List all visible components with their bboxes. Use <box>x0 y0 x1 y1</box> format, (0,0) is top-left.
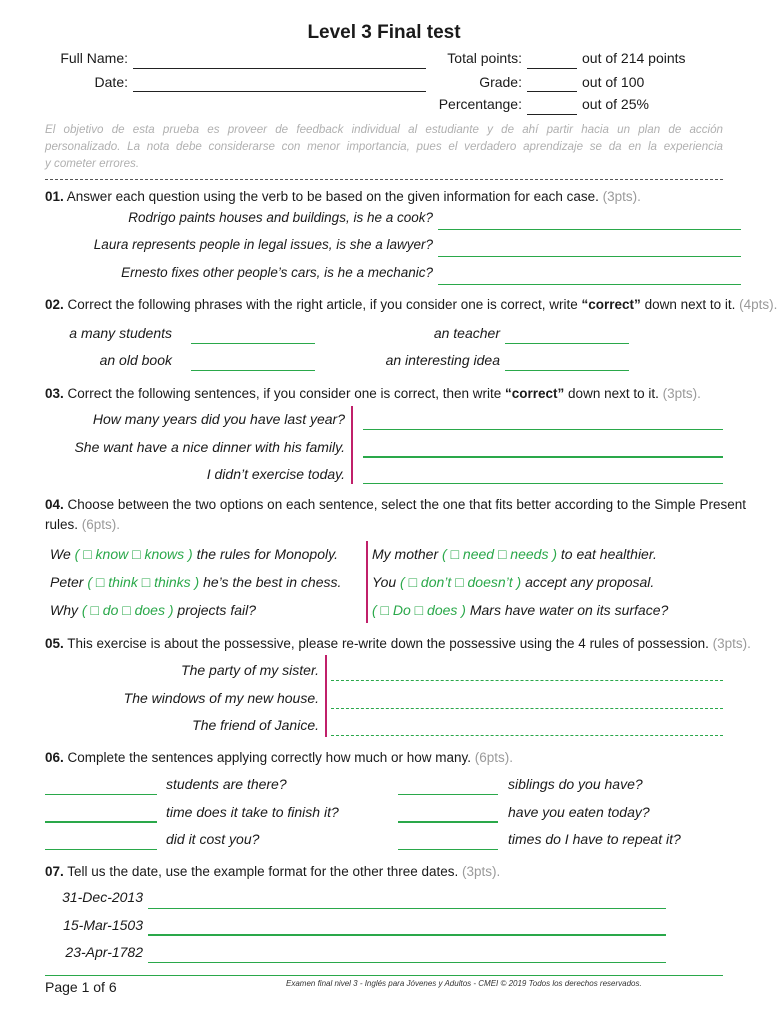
q6-answer-field[interactable] <box>398 821 498 823</box>
q5-divider <box>325 655 327 737</box>
total-points-suffix: out of 214 points <box>582 50 686 66</box>
q6-item: students are there? <box>166 776 287 792</box>
q6-item: time does it take to finish it? <box>166 804 339 820</box>
q2-answer-field[interactable] <box>505 343 629 344</box>
q4-text: Choose between the two options on each sentence, select the one that fits better according to the Simple Present <box>67 497 746 512</box>
q7-points: (3pts). <box>462 864 501 879</box>
q2-text-b: down next to it. <box>640 297 736 312</box>
q1-text: Answer each question using the verb to be based on the given information for each case. <box>66 189 599 204</box>
date-label: Date: <box>94 74 128 90</box>
q5-instruction <box>45 636 751 651</box>
q4-pre: We <box>50 546 75 562</box>
q4-right-item <box>372 602 668 618</box>
q4-left-item <box>50 574 341 590</box>
q4-instruction-cont <box>45 517 120 532</box>
q5-text: This exercise is about the possessive, please re-write down the possessive using the 4 rules of possession. <box>67 636 709 651</box>
q6-instruction <box>45 750 513 765</box>
q4-text-2: rules. <box>45 517 79 532</box>
q7-answer-field[interactable] <box>148 908 666 909</box>
q5-item: The friend of Janice. <box>192 717 319 733</box>
q1-item: Rodrigo paints houses and buildings, is he a cook? <box>128 210 433 225</box>
q5-answer-field[interactable] <box>331 708 723 709</box>
q5-answer-field[interactable] <box>331 680 723 681</box>
q2-text-bold: “correct” <box>581 297 641 312</box>
q4-right-item <box>372 574 654 590</box>
q4-post: Mars have water on its surface? <box>465 602 669 618</box>
q4-options[interactable]: ( □ Do □ does ) <box>372 602 466 618</box>
total-points-label: Total points: <box>447 50 522 66</box>
q1-answer-field[interactable] <box>438 256 741 257</box>
q4-post: the rules for Monopoly. <box>192 546 338 562</box>
section-divider <box>45 179 723 180</box>
q5-points: (3pts). <box>712 636 751 651</box>
q7-number: 07. <box>45 864 64 879</box>
q1-answer-field[interactable] <box>438 229 741 230</box>
q6-points: (6pts). <box>474 750 514 765</box>
footer-divider <box>45 975 723 976</box>
q4-post: he’s the best in chess. <box>199 574 342 590</box>
q6-item: did it cost you? <box>166 831 260 847</box>
q6-answer-field[interactable] <box>398 849 498 850</box>
q5-item: The windows of my new house. <box>123 690 319 706</box>
intro-line: y cometer errores. <box>45 157 140 170</box>
q7-item: 15-Mar-1503 <box>63 917 143 933</box>
q2-item: a many students <box>69 325 172 341</box>
q7-text: Tell us the date, use the example format for the other three dates. <box>67 864 459 879</box>
q4-post: accept any proposal. <box>521 574 655 590</box>
grade-suffix: out of 100 <box>582 74 645 90</box>
intro-paragraph <box>45 121 723 172</box>
footer-note: Examen final nivel 3 - Inglés para Jóvenes y Adultos - CMEI © 2019 Todos los derechos reservados. <box>286 979 642 988</box>
q4-options[interactable]: ( □ think □ thinks ) <box>87 574 200 590</box>
q4-post: projects fail? <box>173 602 256 618</box>
q4-left-item <box>50 546 338 562</box>
q5-number: 05. <box>45 636 64 651</box>
q3-divider <box>351 406 353 484</box>
q7-item: 23-Apr-1782 <box>65 944 143 960</box>
q6-item: have you eaten today? <box>508 804 650 820</box>
q7-item: 31-Dec-2013 <box>62 889 143 905</box>
q3-answer-field[interactable] <box>363 483 723 484</box>
q3-text-bold: “correct” <box>505 386 565 401</box>
intro-line: El objetivo de esta prueba es proveer de feedback individual al estudiante y de ahí partir hacia un plan de acción <box>45 123 723 136</box>
q4-left-item <box>50 602 256 618</box>
q7-answer-field[interactable] <box>148 962 666 963</box>
q6-answer-field[interactable] <box>45 849 157 850</box>
q5-item: The party of my sister. <box>181 662 319 678</box>
q4-right-item <box>372 546 657 562</box>
grade-label: Grade: <box>479 74 522 90</box>
page-number: Page 1 of 6 <box>45 979 117 995</box>
q4-options[interactable]: ( □ need □ needs ) <box>442 546 557 562</box>
q4-points: (6pts). <box>81 517 121 532</box>
q3-text-a: Correct the following sentences, if you consider one is correct, then write <box>67 386 506 401</box>
q2-item: an old book <box>99 352 172 368</box>
full-name-label: Full Name: <box>60 50 128 66</box>
q2-item: an interesting idea <box>385 352 500 368</box>
q2-number: 02. <box>45 297 64 312</box>
q6-item: siblings do you have? <box>508 776 643 792</box>
q4-pre: You <box>372 574 401 590</box>
q2-answer-field[interactable] <box>191 343 315 344</box>
q4-divider <box>366 541 368 623</box>
percentage-label: Percentange: <box>438 96 522 112</box>
q2-item: an teacher <box>433 325 500 341</box>
q4-pre: Peter <box>50 574 88 590</box>
q6-number: 06. <box>45 750 64 765</box>
q6-answer-field[interactable] <box>45 821 157 823</box>
q1-instruction <box>45 189 641 204</box>
grade-field[interactable] <box>527 91 577 92</box>
q3-number: 03. <box>45 386 64 401</box>
q6-text: Complete the sentences applying correctly how much or how many. <box>67 750 471 765</box>
q2-text-a: Correct the following phrases with the right article, if you consider one is correct, write <box>67 297 582 312</box>
q1-item: Laura represents people in legal issues, is she a lawyer? <box>93 237 433 252</box>
q2-points: (4pts). <box>739 297 777 312</box>
intro-line: personalizado. La nota debe considerarse con menor importancia, pues el verdadero aprendizaje se da en la experiencia <box>45 140 723 153</box>
q6-answer-field[interactable] <box>398 794 498 795</box>
q5-answer-field[interactable] <box>331 735 723 736</box>
q4-options[interactable]: ( □ don’t □ doesn’t ) <box>400 574 522 590</box>
percentage-suffix: out of 25% <box>582 96 649 112</box>
percentage-field[interactable] <box>527 114 577 115</box>
q1-item: Ernesto fixes other people’s cars, is he a mechanic? <box>121 265 433 280</box>
q2-answer-field[interactable] <box>505 370 629 371</box>
q3-text-b: down next to it. <box>564 386 659 401</box>
q3-item: How many years did you have last year? <box>92 411 345 427</box>
q3-points: (3pts). <box>662 386 701 401</box>
q3-answer-field[interactable] <box>363 429 723 430</box>
q7-answer-field[interactable] <box>148 934 666 936</box>
q3-answer-field[interactable] <box>363 456 723 458</box>
page-title: Level 3 Final test <box>307 22 461 43</box>
q4-number: 04. <box>45 497 64 512</box>
total-points-field[interactable] <box>527 68 577 69</box>
q4-options[interactable]: ( □ know □ knows ) <box>74 546 193 562</box>
full-name-field[interactable] <box>133 68 426 69</box>
date-field[interactable] <box>133 91 426 92</box>
q2-answer-field[interactable] <box>191 370 315 371</box>
q6-answer-field[interactable] <box>45 794 157 795</box>
q7-instruction <box>45 864 500 879</box>
q3-item: I didn’t exercise today. <box>206 466 345 482</box>
q6-item: times do I have to repeat it? <box>508 831 681 847</box>
q3-instruction <box>45 386 701 401</box>
q2-instruction <box>45 297 777 312</box>
q4-pre: My mother <box>372 546 443 562</box>
q1-answer-field[interactable] <box>438 284 741 285</box>
q1-number: 01. <box>45 189 64 204</box>
q3-item: She want have a nice dinner with his family. <box>74 439 345 455</box>
q4-post: to eat healthier. <box>557 546 657 562</box>
q4-instruction <box>45 497 746 512</box>
q1-points: (3pts). <box>602 189 641 204</box>
q4-options[interactable]: ( □ do □ does ) <box>81 602 174 618</box>
q4-pre: Why <box>50 602 82 618</box>
